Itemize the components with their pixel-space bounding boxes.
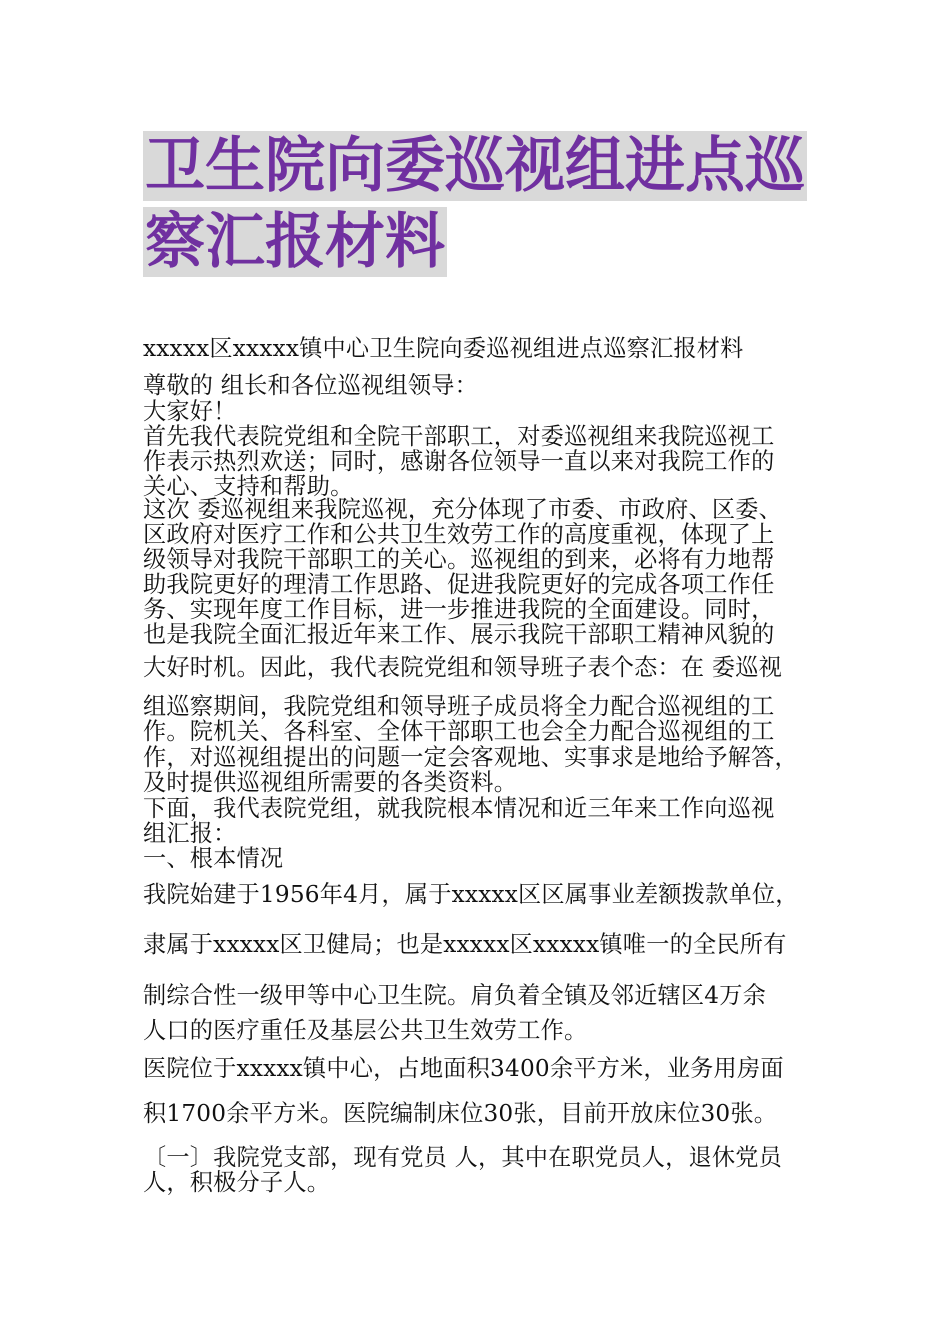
text-line: 这次 委巡视组来我院巡视，充分体现了市委、市政府、区委、 <box>143 496 783 523</box>
text-line: 及时提供巡视组所需要的各类资料。 <box>143 769 518 796</box>
text-line: 区政府对医疗工作和公共卫生效劳工作的高度重视，体现了上 <box>143 521 775 548</box>
text-line: 作，对巡视组提出的问题一定会客观地、实事求是地给予解答， <box>143 744 798 771</box>
text-line: 大好时机。因此，我代表院党组和领导班子表个态：在 委巡视 <box>143 654 783 681</box>
text-line: 隶属于xxxxx区卫健局；也是xxxxx区xxxxx镇唯一的全民所有 <box>143 931 787 958</box>
text-line: 作。院机关、各科室、全体干部职工也会全力配合巡视组的工 <box>143 718 775 745</box>
text-line: 也是我院全面汇报近年来工作、展示我院干部职工精神风貌的 <box>143 621 775 648</box>
text-line: 组巡察期间，我院党组和领导班子成员将全力配合巡视组的工 <box>143 693 775 720</box>
text-line: 组汇报： <box>143 820 237 847</box>
text-line: 作表示热烈欢送；同时，感谢各位领导一直以来对我院工作的 <box>143 448 775 475</box>
text-line: 积1700余平方米。医院编制床位30张，目前开放床位30张。 <box>143 1100 778 1127</box>
text-line: 级领导对我院干部职工的关心。巡视组的到来，必将有力地帮 <box>143 546 775 573</box>
text-line: 制综合性一级甲等中心卫生院。肩负着全镇及邻近辖区4万余 <box>143 982 767 1009</box>
text-line: 尊敬的 组长和各位巡视组领导： <box>143 372 478 399</box>
section-heading: 一、根本情况 <box>143 845 284 872</box>
text-line: 人口的医疗重任及基层公共卫生效劳工作。 <box>143 1017 588 1044</box>
text-line: 务、实现年度工作目标，进一步推进我院的全面建设。同时， <box>143 596 775 623</box>
subtitle-line: xxxxx区xxxxx镇中心卫生院向委巡视组进点巡察汇报材料 <box>143 335 744 362</box>
text-line: 人，积极分子人。 <box>143 1169 331 1196</box>
document-title: 卫生院向委巡视组进点巡察汇报材料 <box>145 131 805 277</box>
text-line: 下面，我代表院党组，就我院根本情况和近三年来工作向巡视 <box>143 795 775 822</box>
text-line: 我院始建于1956年4月，属于xxxxx区区属事业差额拨款单位， <box>143 881 799 908</box>
text-line: 〔一〕我院党支部，现有党员 人，其中在职党员人，退休党员 <box>143 1144 783 1171</box>
text-line: 助我院更好的理清工作思路、促进我院更好的完成各项工作任 <box>143 571 775 598</box>
text-line: 首先我代表院党组和全院干部职工，对委巡视组来我院巡视工 <box>143 423 775 450</box>
text-line: 医院位于xxxxx镇中心，占地面积3400余平方米，业务用房面 <box>143 1055 784 1082</box>
text-line: 大家好！ <box>143 398 237 425</box>
text-line: 关心、支持和帮助。 <box>143 473 354 500</box>
